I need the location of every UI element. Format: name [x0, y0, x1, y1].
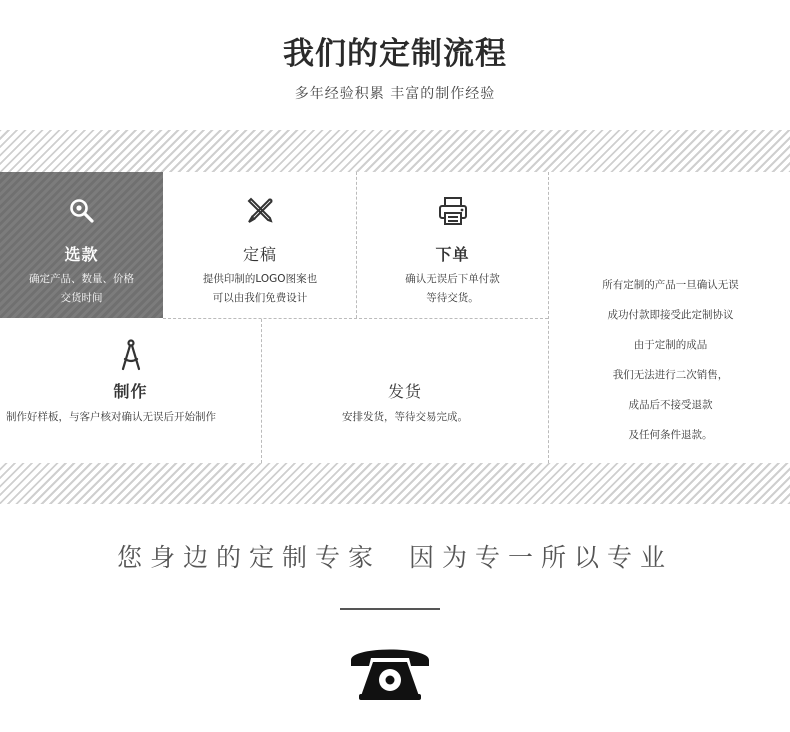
step-title: 制作 — [113, 382, 148, 401]
pencil-ruler-icon — [244, 194, 276, 226]
step-shipping — [262, 319, 548, 463]
divider — [163, 318, 548, 319]
step-desc-line: 交货时间 — [60, 292, 103, 304]
search-icon — [69, 198, 95, 224]
notice-line: 及任何条件退款。 — [628, 429, 713, 441]
step-desc-line: 安排发货，等待交易完成。 — [342, 411, 468, 423]
step-desc-line: 可以由我们免费设计 — [212, 292, 308, 304]
notice-line: 成品后不接受退款 — [628, 399, 713, 411]
telephone-icon — [347, 644, 433, 702]
page-title: 我们的定制流程 — [283, 36, 507, 72]
step-title: 发货 — [387, 382, 422, 401]
step-production — [0, 319, 261, 463]
step-place-order — [357, 172, 548, 318]
slogan-divider — [340, 608, 440, 610]
step-desc-line: 确定产品、数量、价格 — [29, 273, 134, 285]
page-subtitle: 多年经验积累 丰富的制作经验 — [294, 86, 496, 102]
step-desc-line: 等待交货。 — [426, 292, 479, 304]
step-title: 选款 — [64, 245, 99, 264]
divider — [548, 172, 549, 463]
notice-line: 我们无法进行二次销售， — [612, 369, 729, 381]
step-desc-line: 提供印制的LOGO图案也 — [202, 273, 318, 285]
notice-line: 所有定制的产品一旦确认无误 — [602, 279, 739, 291]
custom-order-notice — [551, 270, 790, 450]
step-title: 定稿 — [242, 245, 277, 264]
printer-icon — [437, 196, 469, 226]
step-desc-line: 制作好样板，与客户核对确认无误后开始制作 — [6, 411, 216, 423]
notice-line: 由于定制的成品 — [633, 339, 708, 351]
slogan: 您身边的定制专家 因为专一所以专业 — [117, 543, 673, 572]
step-select-style — [0, 172, 163, 318]
step-desc-line: 确认无误后下单付款 — [405, 273, 500, 285]
step-finalize-design — [164, 172, 356, 318]
step-title: 下单 — [435, 245, 470, 264]
divider — [356, 172, 357, 318]
divider — [261, 319, 262, 463]
notice-line: 成功付款即接受此定制协议 — [607, 309, 734, 321]
compass-icon — [120, 339, 142, 371]
